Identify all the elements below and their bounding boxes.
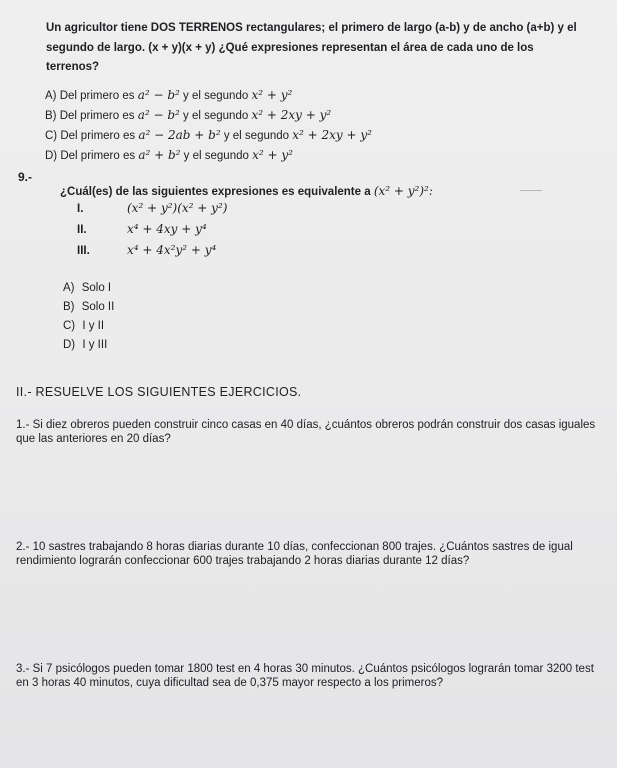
q9-answer-a: [63, 282, 111, 294]
q9-answer-b-text: Solo II: [81, 301, 115, 313]
q9-answer-d: [63, 339, 107, 351]
q9-prompt-text: ¿Cuál(es) de las siguientes expresiones es equivalente a: [60, 186, 371, 198]
q8-option-a: [45, 89, 292, 103]
q9-statement-1-roman: I.: [77, 203, 84, 215]
q8-line-2: [46, 42, 534, 55]
q8-option-c-text1: Del primero es: [60, 130, 136, 142]
q8-option-d-text1: Del primero es: [60, 150, 136, 162]
q9-answer-c: [63, 320, 104, 332]
q9-prompt: [60, 184, 433, 198]
q8-option-a-expr1: a² − b²: [137, 88, 180, 102]
q8-option-c-expr2: x² + 2xy + y²: [292, 128, 372, 142]
exercise-2: 2.- 10 sastres trabajando 8 horas diarias durante 10 días, confeccionan 800 trajes. ¿Cuántos sastres de igual rendimiento lograrán confeccionar 600 trajes trabajando 2 horas diarias durante 12 días?: [16, 541, 573, 567]
q9-answer-d-text: I y III: [82, 339, 108, 351]
q8-option-b-letter: B): [45, 110, 57, 122]
q9-answer-a-letter: A): [63, 282, 75, 294]
q8-option-d: [45, 149, 293, 163]
q9-answer-a-text: Solo I: [81, 282, 112, 294]
q9-answer-c-text: I y II: [82, 320, 105, 332]
q8-line-2-expr: (x + y)(x + y): [148, 42, 216, 54]
q9-statement-1-expr: (x² + y²)(x² + y²): [127, 201, 228, 215]
faint-mark: [520, 190, 542, 191]
q8-option-a-letter: A): [45, 90, 57, 102]
q8-option-d-text2: y el segundo: [183, 150, 249, 162]
q8-option-d-letter: D): [45, 150, 58, 162]
q8-option-c-expr1: a² − 2ab + b²: [138, 128, 221, 142]
q9-answer-b-letter: B): [63, 301, 75, 313]
q9-number: 9.-: [18, 170, 33, 184]
q8-option-d-expr1: a² + b²: [138, 148, 181, 162]
q8-option-b-text2: y el segundo: [183, 110, 249, 122]
q8-line-2-prefix: segundo de largo.: [46, 42, 146, 54]
q8-option-c-text2: y el segundo: [223, 130, 290, 142]
q9-statement-3-roman: III.: [77, 245, 90, 257]
q9-statement-2-roman: II.: [77, 224, 87, 236]
q9-answer-c-letter: C): [63, 320, 76, 332]
q8-option-a-text1: Del primero es: [59, 90, 135, 102]
q8-option-a-expr2: x² + y²: [251, 88, 293, 102]
q8-option-c-letter: C): [45, 130, 58, 142]
q8-line-1: Un agricultor tiene DOS TERRENOS rectangulares; el primero de largo (a-b) y de ancho (a+b) y el: [46, 22, 577, 34]
q9-statement-3-expr: x⁴ + 4x²y² + y⁴: [127, 243, 217, 257]
q8-option-c: [45, 129, 372, 143]
exercise-3: 3.- Si 7 psicólogos pueden tomar 1800 test en 4 horas 30 minutos. ¿Cuántos psicólogos lograrán tomar 3200 test en 3 horas 40 minutos, cuya dificultad sea de 0,375 mayor respecto a los primeros?: [16, 663, 594, 689]
q8-option-b-text1: Del primero es: [59, 110, 135, 122]
q9-answer-d-letter: D): [63, 339, 76, 351]
section-title: II.- RESUELVE LOS SIGUIENTES EJERCICIOS.: [16, 385, 302, 399]
q9-answer-b: [63, 301, 114, 313]
exercise-1: 1.- Si diez obreros pueden construir cinco casas en 40 días, ¿cuántos obreros podrán construir dos casas iguales que las anteriores en 20 días?: [16, 419, 596, 445]
q8-option-b-expr1: a² − b²: [137, 108, 180, 122]
q8-option-b: [45, 109, 331, 123]
q8-option-a-text2: y el segundo: [183, 90, 249, 102]
q8-line-3: terrenos?: [46, 61, 100, 73]
q9-statement-2-expr: x⁴ + 4xy + y⁴: [127, 222, 207, 236]
q8-option-b-expr2: x² + 2xy + y²: [251, 108, 332, 122]
q8-option-d-expr2: x² + y²: [252, 148, 293, 162]
q9-prompt-expr: (x² + y²)²:: [373, 184, 433, 198]
q8-line-2-suffix: ¿Qué expresiones representan el área de cada uno de los: [218, 42, 534, 54]
